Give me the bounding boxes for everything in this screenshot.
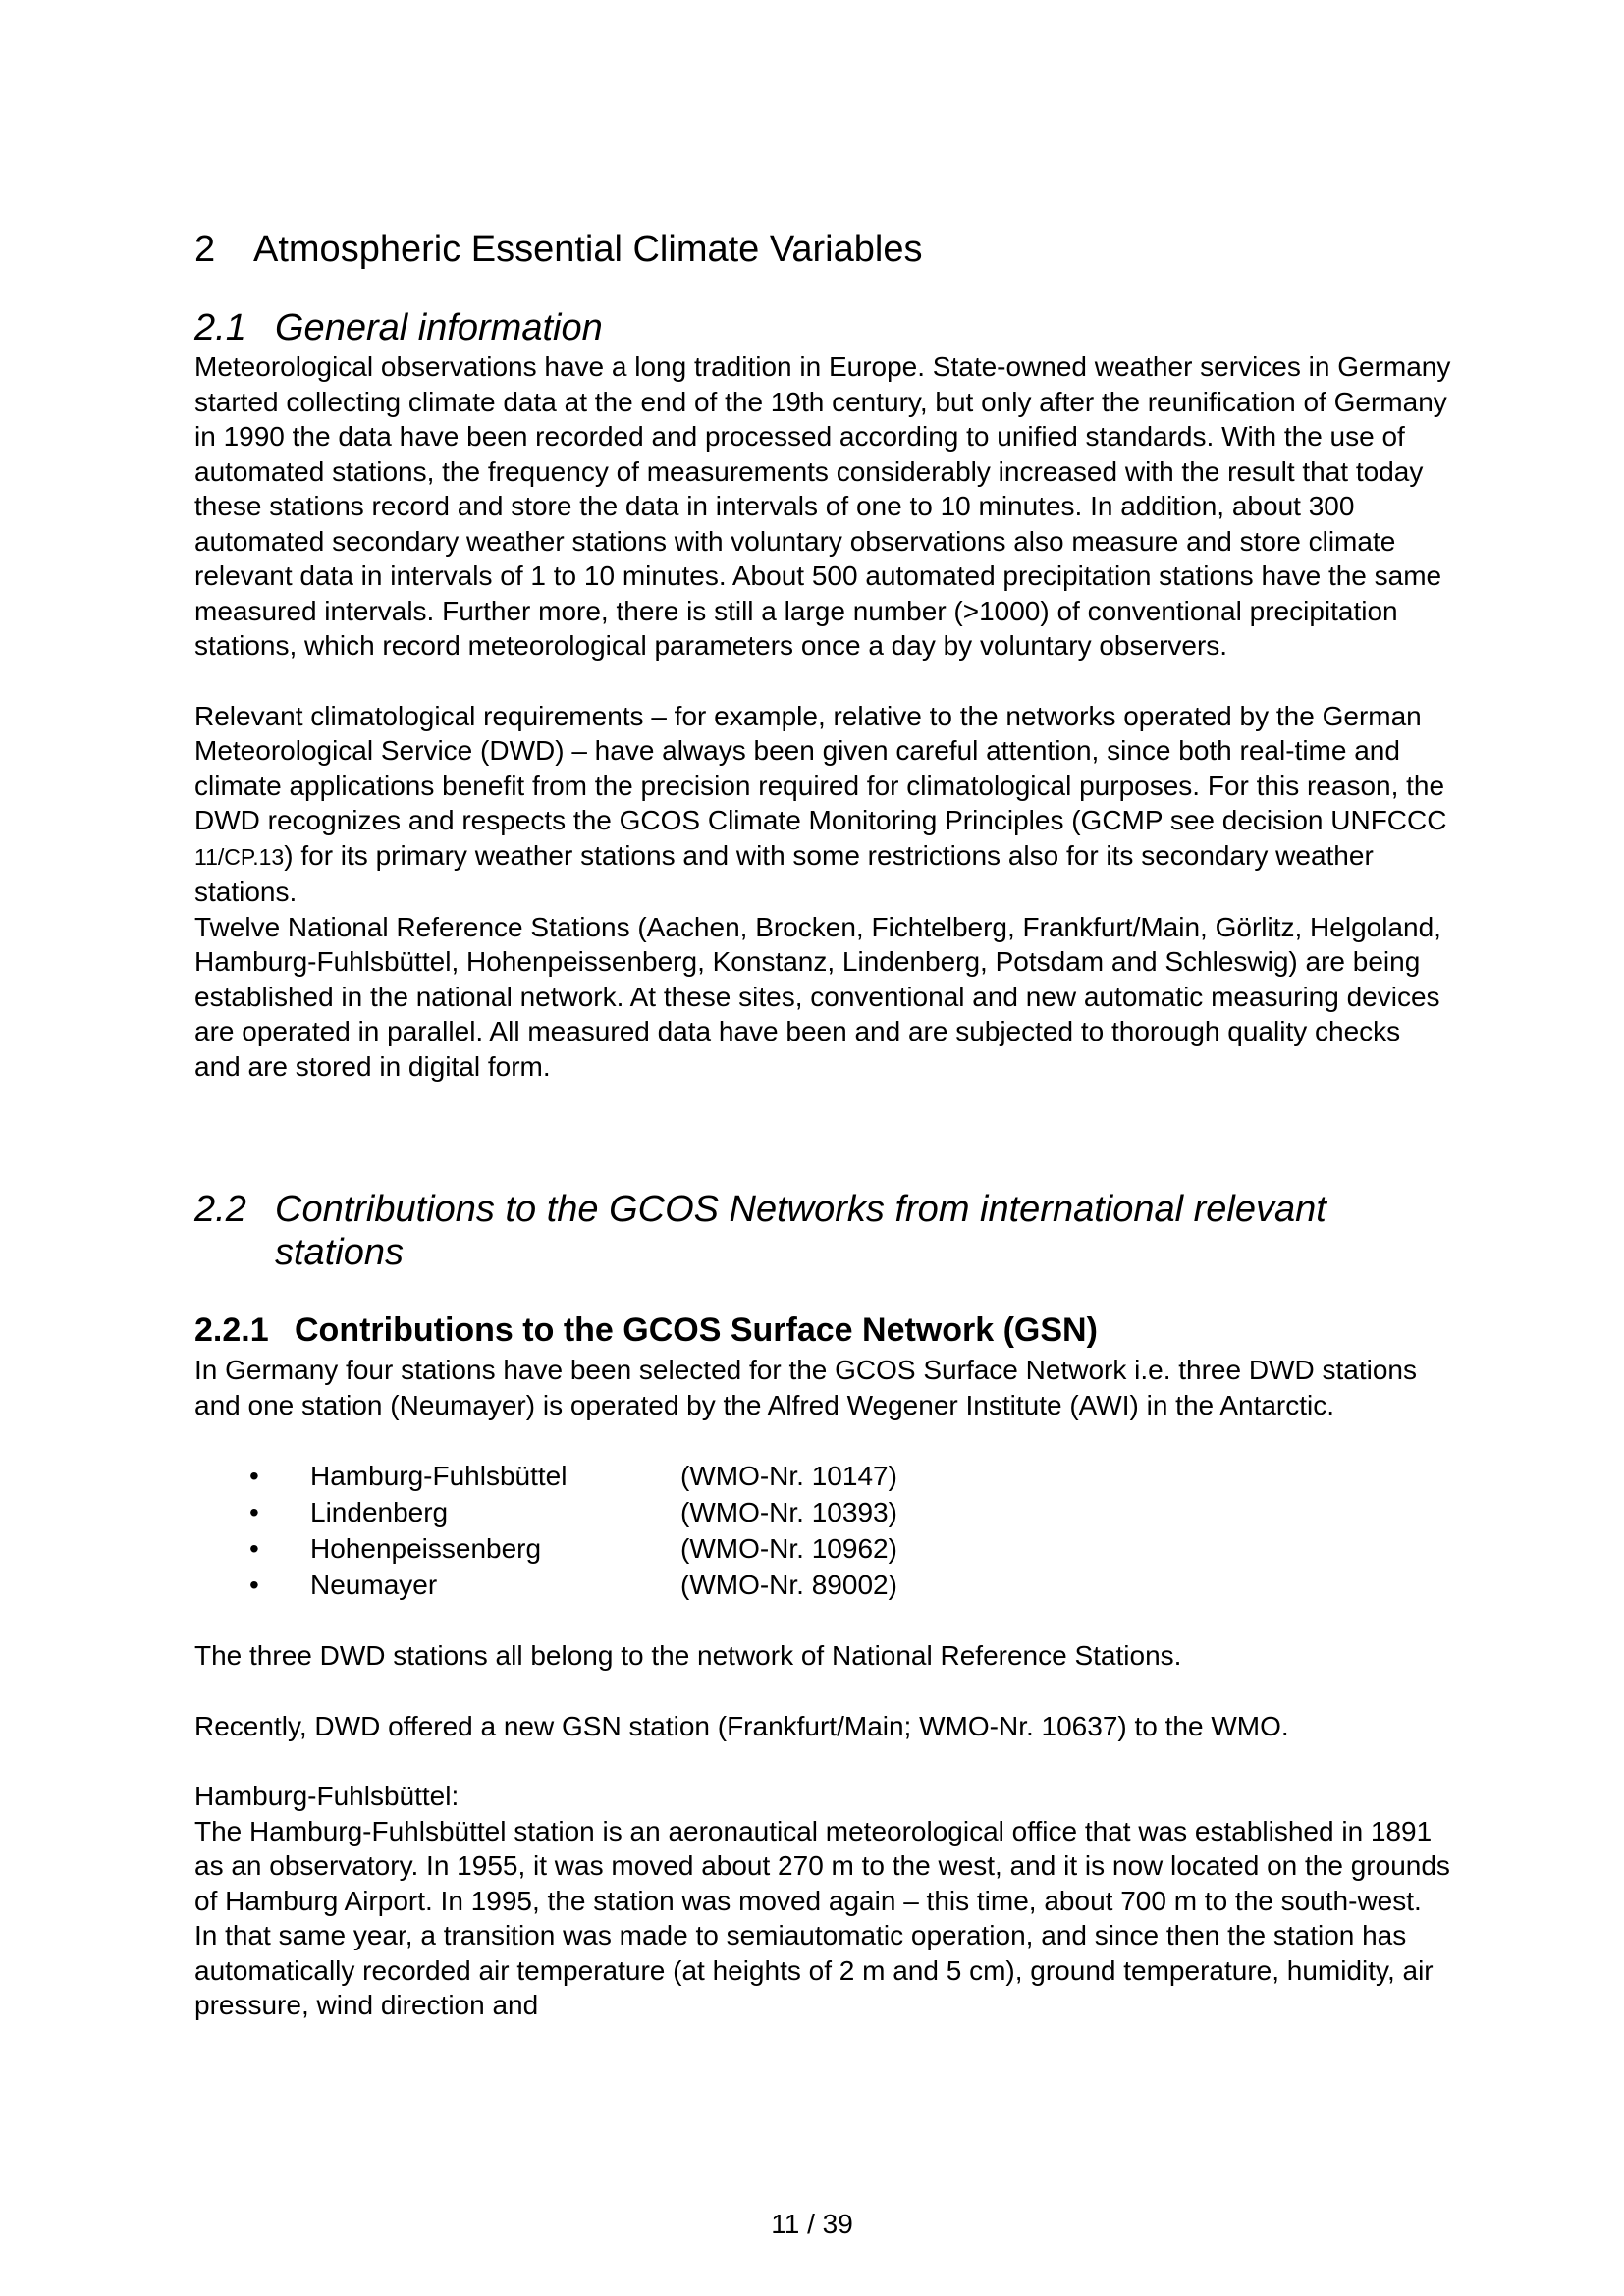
section-title: General information [275,307,603,348]
station-name: Hamburg-Fuhlsbüttel [310,1461,568,1491]
paragraph-requirements-end: ) for its primary weather stations and with some restrictions also for its secondary weather stations. [194,839,1374,907]
page-content [194,224,1451,2023]
chapter-title: Atmospheric Essential Climate Variables [253,229,923,270]
chapter-heading [194,224,1451,275]
list-item [194,1530,1451,1567]
section-number: 2.2 [194,1189,246,1230]
paragraph-requirements-text: Relevant climatological requirements – for example, relative to the networks operated by the German Meteorological Service (DWD) – have always been given careful attention, since both real-time and climate applications benefit from the precision required for climatological purposes. For this reason, the DWD recognizes and respects the GCOS Climate Monitoring Principles (GCMP see decision UNFCCC [194,700,1447,835]
paragraph-dwd-stations-note: The three DWD stations all belong to the network of National Reference Stations. [194,1640,1182,1671]
list-item [194,1567,1451,1603]
page-number: 11 / 39 [771,2209,853,2239]
paragraph-reference-stations: Twelve National Reference Stations (Aachen, Brocken, Fichtelberg, Frankfurt/Main, Görlitz, Helgoland, Hamburg-Fuhlsbüttel, Hohenpeissenberg, Konstanz, Lindenberg, Potsdam and Schleswig) are being established in the national network. At these sites, conventional and new automatic measuring devices are operated in parallel. All measured data have been and are subjected to thorough quality checks and are stored in digital form. [194,911,1441,1082]
station-list [194,1458,1451,1603]
station-name: Neumayer [310,1570,438,1600]
station-name: Lindenberg [310,1497,449,1527]
section-title: Contributions to the GCOS Networks from international relevant stations [275,1189,1326,1273]
station-name: Hohenpeissenberg [310,1533,542,1564]
list-item [194,1458,1451,1494]
section-heading-general-information [194,306,1451,349]
bullet: • [249,1533,259,1564]
station-wmo-number: (WMO-Nr. 10393) [680,1497,897,1527]
paragraph-new-gsn-station: Recently, DWD offered a new GSN station (Frankfurt/Main; WMO-Nr. 10637) to the WMO. [194,1710,1289,1741]
subsection-number: 2.2.1 [194,1311,269,1349]
chapter-number: 2 [194,229,216,270]
bullet: • [249,1461,259,1491]
station-heading-hamburg: Hamburg-Fuhlsbüttel: [194,1781,460,1811]
subsection-heading-gsn [194,1308,1451,1353]
list-item [194,1494,1451,1530]
subsection-title: Contributions to the GCOS Surface Network (GSN) [295,1311,1098,1349]
station-wmo-number: (WMO-Nr. 10962) [680,1533,897,1564]
section-heading-contributions [194,1188,1451,1274]
section-number: 2.1 [194,307,246,348]
bullet: • [249,1497,259,1527]
paragraph-gsn-intro: In Germany four stations have been selected for the GCOS Surface Network i.e. three DWD stations and one station (Neumayer) is operated by the Alfred Wegener Institute (AWI) in the Antarctic. [194,1355,1418,1420]
paragraph-hamburg-description: The Hamburg-Fuhlsbüttel station is an aeronautical meteorological office that was established in 1891 as an observatory. In 1955, it was moved about 270 m to the west, and it is now located on the grounds of Hamburg Airport. In 1995, the station was moved again – this time, about 700 m to the south-west. In that same year, a transition was made to semiautomatic operation, and since then the station has automatically recorded air temperature (at heights of 2 m and 5 cm), ground temperature, humidity, air pressure, wind direction and [194,1815,1450,2020]
paragraph-requirements [194,699,1451,910]
station-wmo-number: (WMO-Nr. 10147) [680,1461,897,1491]
decision-reference: 11/CP.13 [194,843,285,870]
bullet: • [249,1570,259,1600]
station-wmo-number: (WMO-Nr. 89002) [680,1570,897,1600]
paragraph-observations: Meteorological observations have a long tradition in Europe. State-owned weather services in Germany started collecting climate data at the end of the 19th century, but only after the reunification of Germany in 1990 the data have been recorded and processed according to unified standards. With the use of automated stations, the frequency of measurements considerably increased with the result that today these stations record and store the data in intervals of one to 10 minutes. In addition, about 300 automated secondary weather stations with voluntary observations also measure and store climate relevant data in intervals of 1 to 10 minutes. About 500 automated precipitation stations have the same measured intervals. Further more, there is still a large number (>1000) of conventional precipitation stations, which record meteorological parameters once a day by voluntary observers. [194,351,1451,661]
